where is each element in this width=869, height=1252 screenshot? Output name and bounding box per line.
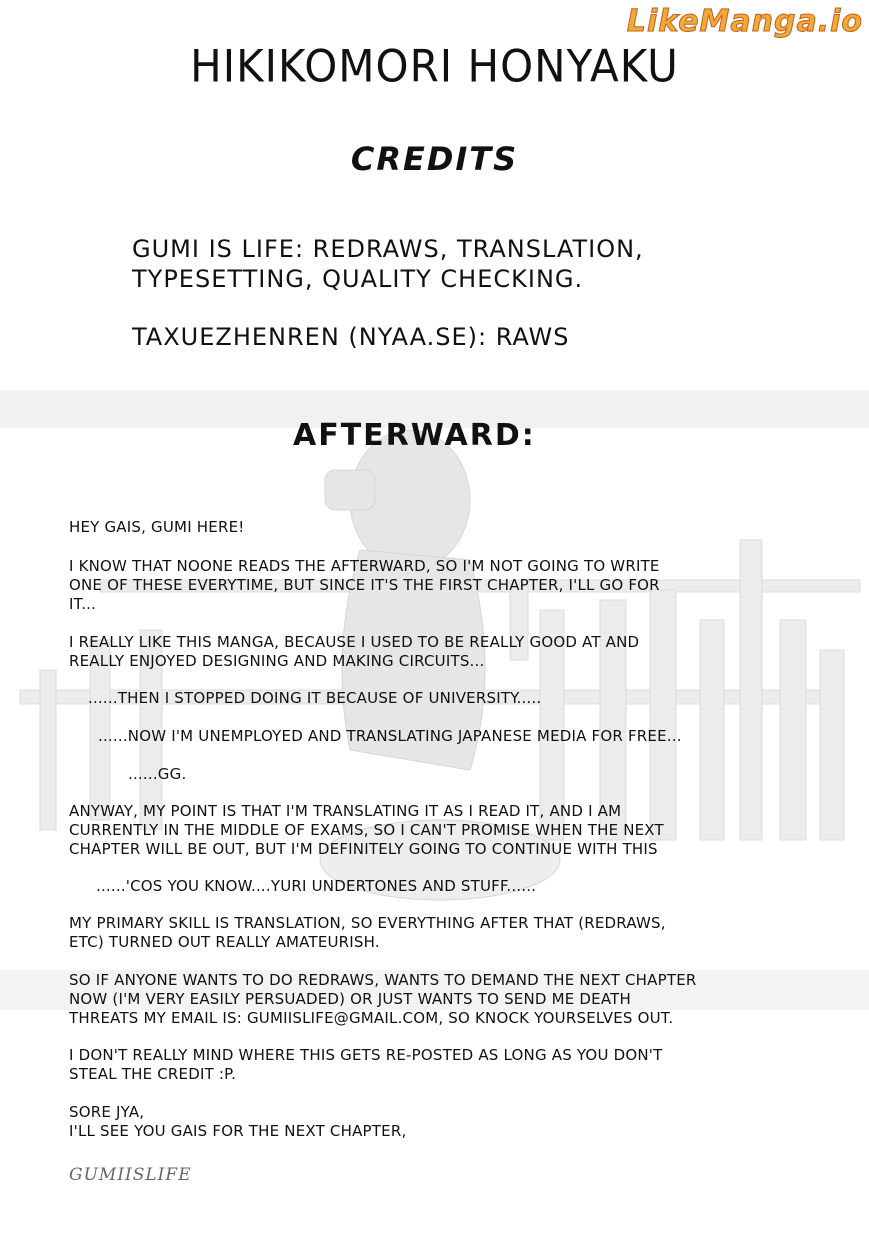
afterward-paragraph: ......THEN I STOPPED DOING IT BECAUSE OF UNIVERSITY..... [88,689,542,707]
afterward-paragraph: SO IF ANYONE WANTS TO DO REDRAWS, WANTS TO DEMAND THE NEXT CHAPTER NOW (I'M VERY EASILY PERSUADED) OR JUST WANTS TO SEND ME DEATH THREATS MY EMAIL IS: GUMIISLIFE@GMAIL.COM, SO KNOCK YOURSELVES OUT. [69,971,697,1027]
afterward-paragraph: ......GG. [128,765,187,783]
afterward-paragraph: MY PRIMARY SKILL IS TRANSLATION, SO EVERYTHING AFTER THAT (REDRAWS, ETC) TURNED OUT REALLY AMATEURISH. [69,914,666,951]
group-title: HIKIKOMORI HONYAKU [190,40,679,93]
afterward-paragraph: HEY GAIS, GUMI HERE! [69,518,245,536]
handwritten-signature: GUMIISLIFE [69,1165,192,1185]
afterward-paragraph: I KNOW THAT NOONE READS THE AFTERWARD, SO I'M NOT GOING TO WRITE ONE OF THESE EVERYTIME, BUT SINCE IT'S THE FIRST CHAPTER, I'LL GO FOR IT... [69,557,660,613]
afterward-paragraph: ......'COS YOU KNOW....YURI UNDERTONES AND STUFF...... [96,877,537,895]
credit-line-raws: TAXUEZHENREN (NYAA.SE): RAWS [132,323,570,351]
afterward-paragraph: I REALLY LIKE THIS MANGA, BECAUSE I USED TO BE REALLY GOOD AT AND REALLY ENJOYED DESIGNING AND MAKING CIRCUITS... [69,633,640,670]
afterward-paragraph: ......NOW I'M UNEMPLOYED AND TRANSLATING JAPANESE MEDIA FOR FREE... [98,727,682,745]
afterward-heading: AFTERWARD: [293,418,536,453]
afterward-paragraph: ANYWAY, MY POINT IS THAT I'M TRANSLATING IT AS I READ IT, AND I AM CURRENTLY IN THE MIDDLE OF EXAMS, SO I CAN'T PROMISE WHEN THE NEXT CHAPTER WILL BE OUT, BUT I'M DEFINITELY GOING TO CONTINUE WITH THIS [69,802,664,858]
credit-line-translator: GUMI IS LIFE: REDRAWS, TRANSLATION, TYPESETTING, QUALITY CHECKING. [132,235,644,293]
site-watermark-logo: LikeManga.io [626,4,863,39]
afterward-paragraph: SORE JYA, I'LL SEE YOU GAIS FOR THE NEXT CHAPTER, [69,1103,407,1140]
afterward-paragraph: I DON'T REALLY MIND WHERE THIS GETS RE-POSTED AS LONG AS YOU DON'T STEAL THE CREDIT :P. [69,1046,663,1083]
credits-heading: CREDITS [350,140,519,178]
